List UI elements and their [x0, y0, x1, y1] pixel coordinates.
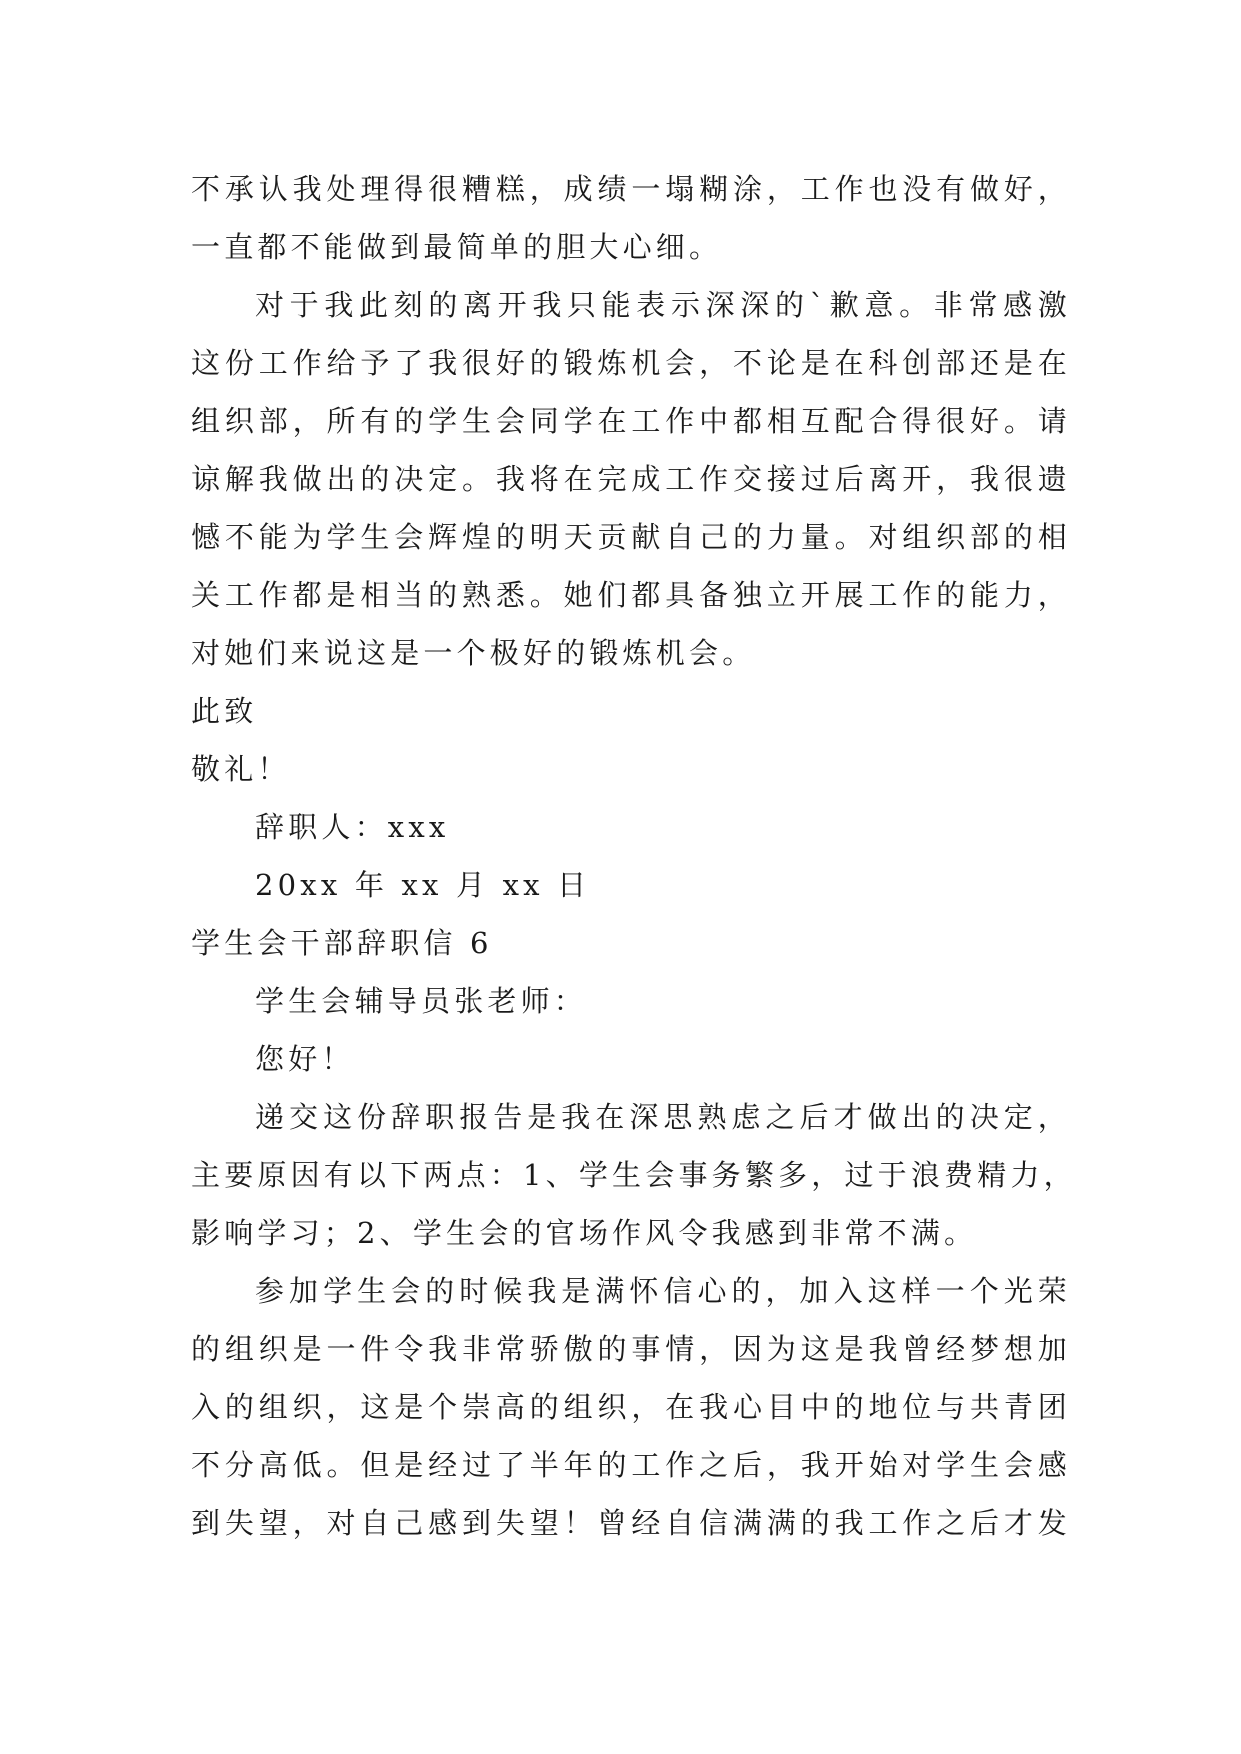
letter-title: 学生会干部辞职信 6 — [191, 926, 493, 960]
text-line: 不承认我处理得很糟糕，成绩一塌糊涂，工作也没有做好， — [191, 172, 1071, 206]
text-line: 影响学习；2、学生会的官场作风令我感到非常不满。 — [191, 1216, 978, 1250]
closing-salutation: 此致 — [191, 694, 258, 728]
signer-line: 辞职人：xxx — [255, 810, 450, 844]
document-body — [191, 160, 1077, 1552]
text-line: 的组织是一件令我非常骄傲的事情，因为这是我曾经梦想加 — [191, 1332, 1071, 1366]
text-line: 这份工作给予了我很好的锻炼机会，不论是在科创部还是在 — [191, 346, 1071, 380]
text-line: 关工作都是相当的熟悉。她们都具备独立开展工作的能力， — [191, 578, 1071, 612]
text-line: 谅解我做出的决定。我将在完成工作交接过后离开，我很遗 — [191, 462, 1071, 496]
date-line: 20xx 年 xx 月 xx 日 — [255, 868, 591, 902]
text-line: 一直都不能做到最简单的胆大心细。 — [191, 230, 723, 264]
text-line: 对她们来说这是一个极好的锻炼机会。 — [191, 636, 756, 670]
text-line: 入的组织，这是个崇高的组织，在我心目中的地位与共青团 — [191, 1390, 1071, 1424]
text-line: 不分高低。但是经过了半年的工作之后，我开始对学生会感 — [191, 1448, 1071, 1482]
text-line: 主要原因有以下两点：1、学生会事务繁多，过于浪费精力， — [191, 1158, 1077, 1192]
paragraph-first-line: 参加学生会的时候我是满怀信心的，加入这样一个光荣 — [255, 1274, 1071, 1308]
paragraph-first-line: 对于我此刻的离开我只能表示深深的`歉意。非常感激 — [255, 288, 1071, 322]
salutation-line: 学生会辅导员张老师： — [255, 984, 588, 1018]
text-line: 憾不能为学生会辉煌的明天贡献自己的力量。对组织部的相 — [191, 520, 1071, 554]
text-line: 组织部，所有的学生会同学在工作中都相互配合得很好。请 — [191, 404, 1071, 438]
paragraph-first-line: 递交这份辞职报告是我在深思熟虑之后才做出的决定， — [255, 1100, 1071, 1134]
text-line: 到失望，对自己感到失望！曾经自信满满的我工作之后才发 — [191, 1506, 1071, 1540]
greeting-line: 您好！ — [255, 1042, 355, 1076]
closing-regards: 敬礼！ — [191, 752, 291, 786]
